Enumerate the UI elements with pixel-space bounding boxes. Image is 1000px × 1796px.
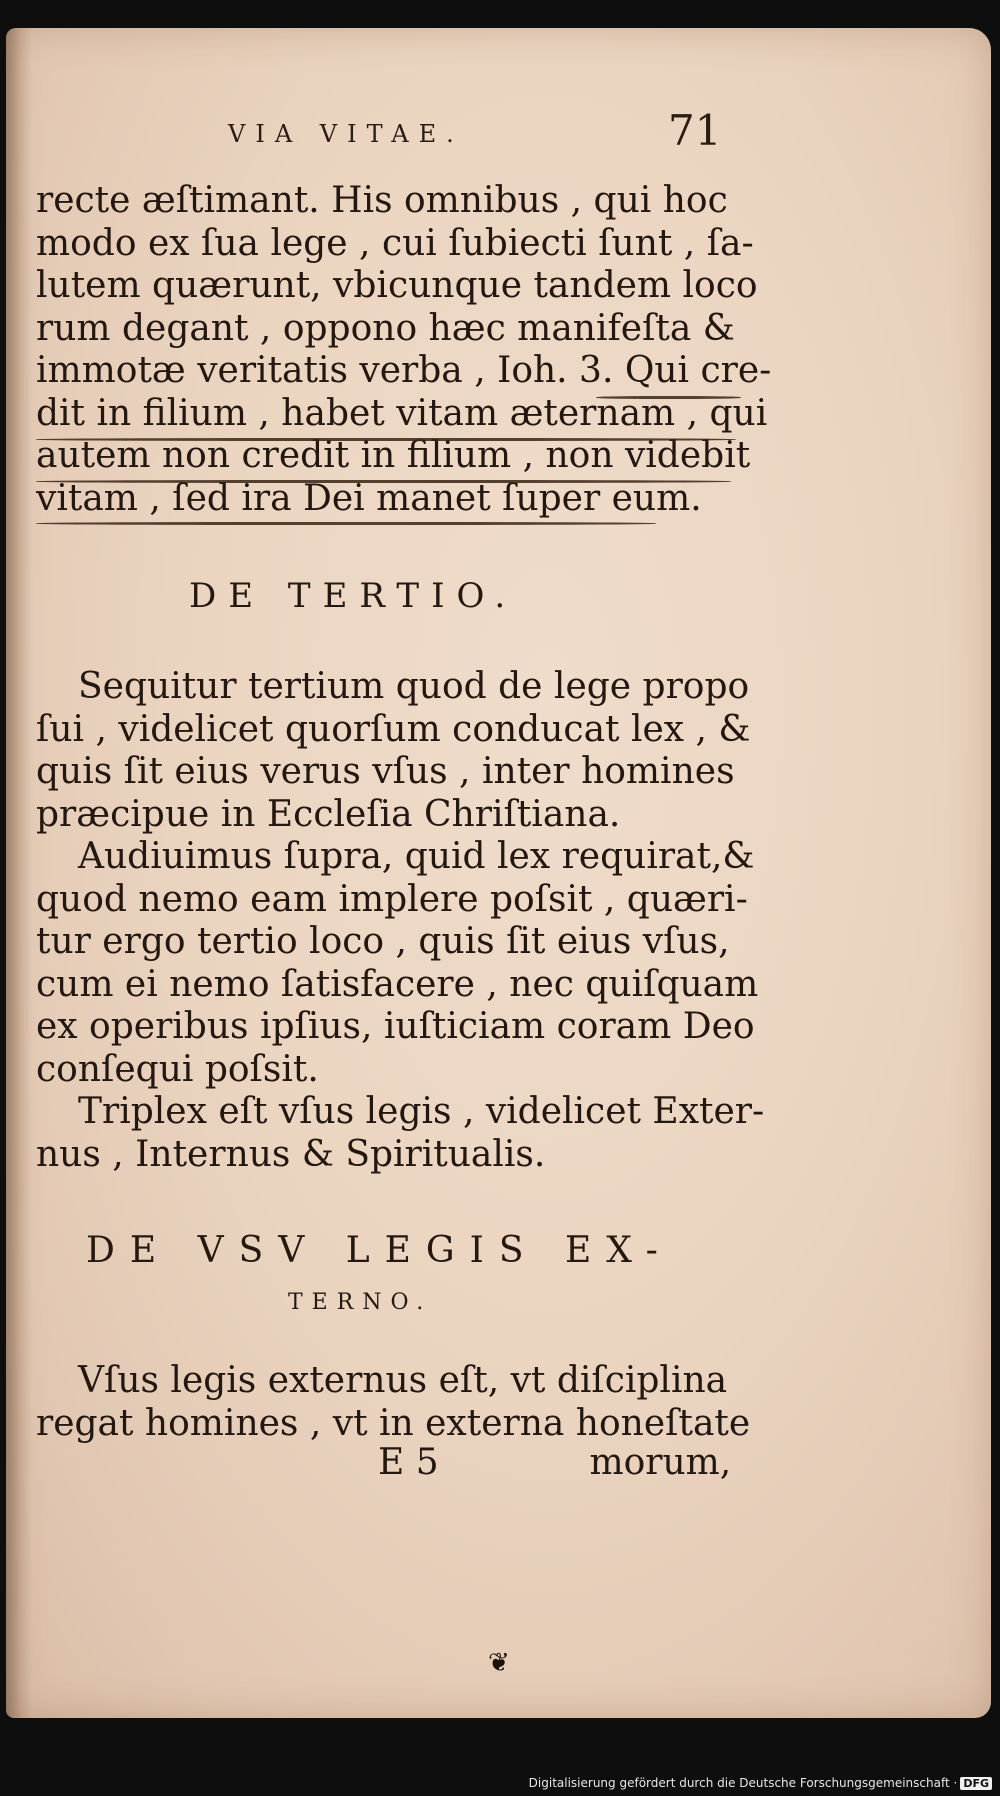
dfg-logo-icon: DFG [960,1777,992,1790]
text-block-3 [36,1360,750,1445]
page-content [36,28,772,1718]
text-line: modo ex ſua lege , cui ſubiecti ſunt , ſa- [36,222,754,264]
catchline [378,1442,731,1483]
section-heading-usu: DE VSV LEGIS EX- [86,1230,673,1271]
text-line: recte æſtimant. His omnibus , qui hoc [36,180,728,221]
running-head: VIA VITAE. [228,120,464,148]
book-page [6,28,991,1718]
signature-mark: E 5 [378,1442,439,1483]
text-line: autem non credit in filium , non videbit [36,435,751,476]
text-line: Triplex eſt vſus legis , videlicet Exter- [78,1091,765,1132]
text-line: ſui , videlicet quorſum conducat lex , & [36,708,751,750]
text-line: Vſus legis externus eſt, vt diſciplina [78,1360,728,1401]
text-line: tur ergo tertio loco , quis ſit eius vſus, [36,921,730,962]
text-line: præcipue in Eccleſia Chriſtiana. [36,793,621,835]
text-line: ex operibus ipſius, iuſticiam coram Deo [36,1006,755,1047]
text-line: Sequitur tertium quod de lege propo [78,666,750,707]
text-line: dit in filium , habet vitam æternam , qui [36,392,768,434]
text-line: cum ei nemo ſatisfacere , nec quiſquam [36,963,759,1005]
text-line: lutem quærunt, vbicunque tandem loco [36,265,758,306]
text-block-2 [36,666,764,1176]
ornament-icon: ❦ [488,1648,510,1678]
text-line: quis ſit eius verus vſus , inter homines [36,751,735,792]
text-line: rum degant , oppono hæc manifeſta & [36,307,735,349]
handwritten-underline [36,522,656,525]
text-line: vitam , ſed ira Dei manet ſuper eum. [36,477,702,519]
handwritten-underline [36,438,736,441]
binding-shadow [6,28,32,1718]
section-heading-tertio: DE TERTIO. [189,576,518,616]
text-line: conſequi poſsit. [36,1048,319,1090]
text-line: nus , Internus & Spiritualis. [36,1133,546,1175]
text-line: immotæ veritatis verba , Ioh. 3. Qui cre- [36,350,772,391]
digitization-credit [529,1776,992,1790]
text-line: Audiuimus ſupra, quid lex requirat,& [78,836,755,877]
handwritten-underline [596,396,741,399]
catchword: morum, [589,1442,732,1483]
text-block-1 [36,180,771,520]
text-line: regat homines , vt in externa honeſtate [36,1402,751,1444]
credit-text: Digitalisierung gefördert durch die Deutsche Forschungsgemeinschaft · [528,1776,958,1790]
section-subheading: TERNO. [288,1290,433,1315]
page-number: 71 [668,106,722,155]
text-line: quod nemo eam implere poſsit , quæri- [36,878,748,920]
handwritten-underline [36,480,731,483]
